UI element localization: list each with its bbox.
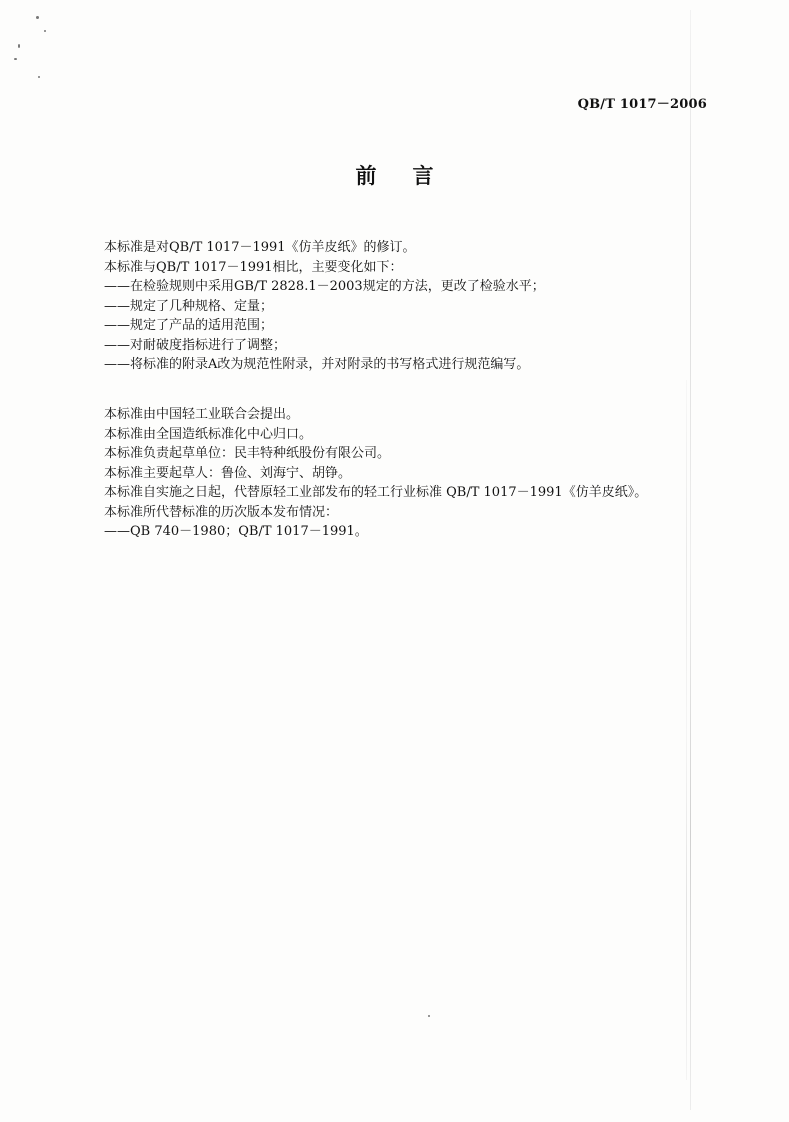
list-item: ——QB 740－1980；QB/T 1017－1991。	[104, 524, 368, 539]
paragraph-line: 本标准与QB/T 1017－1991相比，主要变化如下：	[104, 259, 403, 275]
info-block	[104, 405, 704, 542]
paragraph-line: 本标准所代替标准的历次版本发布情况：	[104, 504, 339, 520]
changes-block	[104, 238, 704, 375]
scan-speck	[14, 58, 17, 60]
page-title: 前言	[355, 163, 470, 188]
paragraph-line: 本标准自实施之日起，代替原轻工业部发布的轻工行业标准 QB/T 1017－1991《仿羊皮纸》。	[104, 485, 648, 500]
scan-speck	[38, 76, 40, 78]
paragraph-line: 本标准负责起草单位：民丰特种纸股份有限公司。	[104, 446, 391, 461]
list-item: ——将标准的附录A改为规范性附录，并对附录的书写格式进行规范编写。	[104, 357, 530, 372]
paragraph-line: 本标准主要起草人：鲁俭、刘海宁、胡铮。	[104, 465, 352, 481]
scan-speck	[44, 30, 46, 32]
list-item: ——规定了几种规格、定量；	[104, 298, 274, 314]
standard-code: QB/T 1017－2006	[577, 97, 707, 112]
paragraph-line: 本标准由全国造纸标准化中心归口。	[104, 426, 313, 442]
list-item: ——对耐破度指标进行了调整；	[104, 337, 287, 353]
paragraph-line: 本标准是对QB/T 1017－1991《仿羊皮纸》的修订。	[104, 240, 416, 255]
list-item: ——在检验规则中采用GB/T 2828.1－2003规定的方法，更改了检验水平；	[104, 279, 545, 294]
list-item: ——规定了产品的适用范围；	[104, 318, 274, 333]
scan-speck	[428, 1015, 430, 1017]
paragraph-line: 本标准由中国轻工业联合会提出。	[104, 407, 300, 422]
scan-speck	[18, 44, 20, 48]
scan-speck	[36, 16, 39, 19]
